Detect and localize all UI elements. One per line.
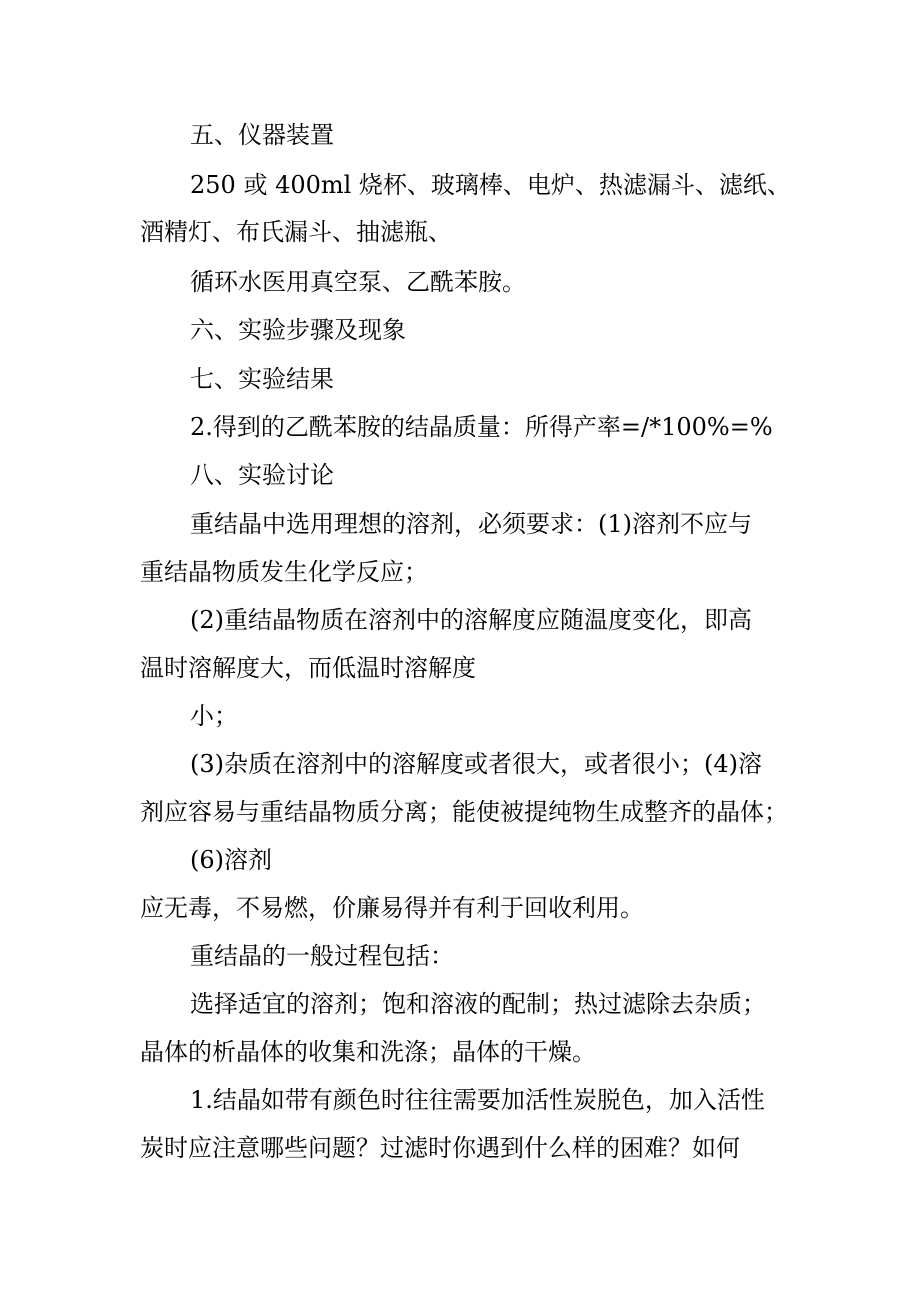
paragraph-line: 炭时应注意哪些问题？过滤时你遇到什么样的困难？如何: [140, 1134, 740, 1162]
section-heading-procedure: 六、实验步骤及现象: [190, 316, 406, 344]
paragraph-line: 重结晶的一般过程包括：: [190, 942, 454, 970]
paragraph-line: 250 或 400ml 烧杯、玻璃棒、电炉、热滤漏斗、滤纸、: [190, 171, 791, 199]
paragraph-line: (6)溶剂: [190, 846, 272, 874]
paragraph-line: 酒精灯、布氏漏斗、抽滤瓶、: [140, 218, 452, 246]
paragraph-line: 2.得到的乙酰苯胺的结晶质量：所得产率=/*100%=%: [190, 413, 773, 441]
paragraph-line: 重结晶物质发生化学反应；: [140, 558, 428, 586]
paragraph-line: 循环水医用真空泵、乙酰苯胺。: [190, 268, 526, 296]
paragraph-line: 温时溶解度大，而低温时溶解度: [140, 654, 476, 682]
section-heading-results: 七、实验结果: [190, 365, 334, 393]
paragraph-line: 1.结晶如带有颜色时往往需要加活性炭脱色，加入活性: [190, 1086, 765, 1114]
section-heading-discussion: 八、实验讨论: [190, 461, 334, 489]
section-heading-apparatus: 五、仪器装置: [190, 121, 334, 149]
paragraph-line: 选择适宜的溶剂；饱和溶液的配制；热过滤除去杂质；: [190, 990, 766, 1018]
paragraph-line: 重结晶中选用理想的溶剂，必须要求：(1)溶剂不应与: [190, 510, 752, 538]
paragraph-line: 剂应容易与重结晶物质分离；能使被提纯物生成整齐的晶体；: [140, 798, 788, 826]
paragraph-line: (3)杂质在溶剂中的溶解度或者很大，或者很小；(4)溶: [190, 750, 762, 778]
paragraph-line: 应无毒，不易燃，价廉易得并有利于回收利用。: [140, 894, 644, 922]
paragraph-line: 小；: [190, 702, 238, 730]
paragraph-line: (2)重结晶物质在溶剂中的溶解度应随温度变化，即高: [190, 606, 752, 634]
paragraph-line: 晶体的析晶体的收集和洗涤；晶体的干燥。: [140, 1038, 596, 1066]
